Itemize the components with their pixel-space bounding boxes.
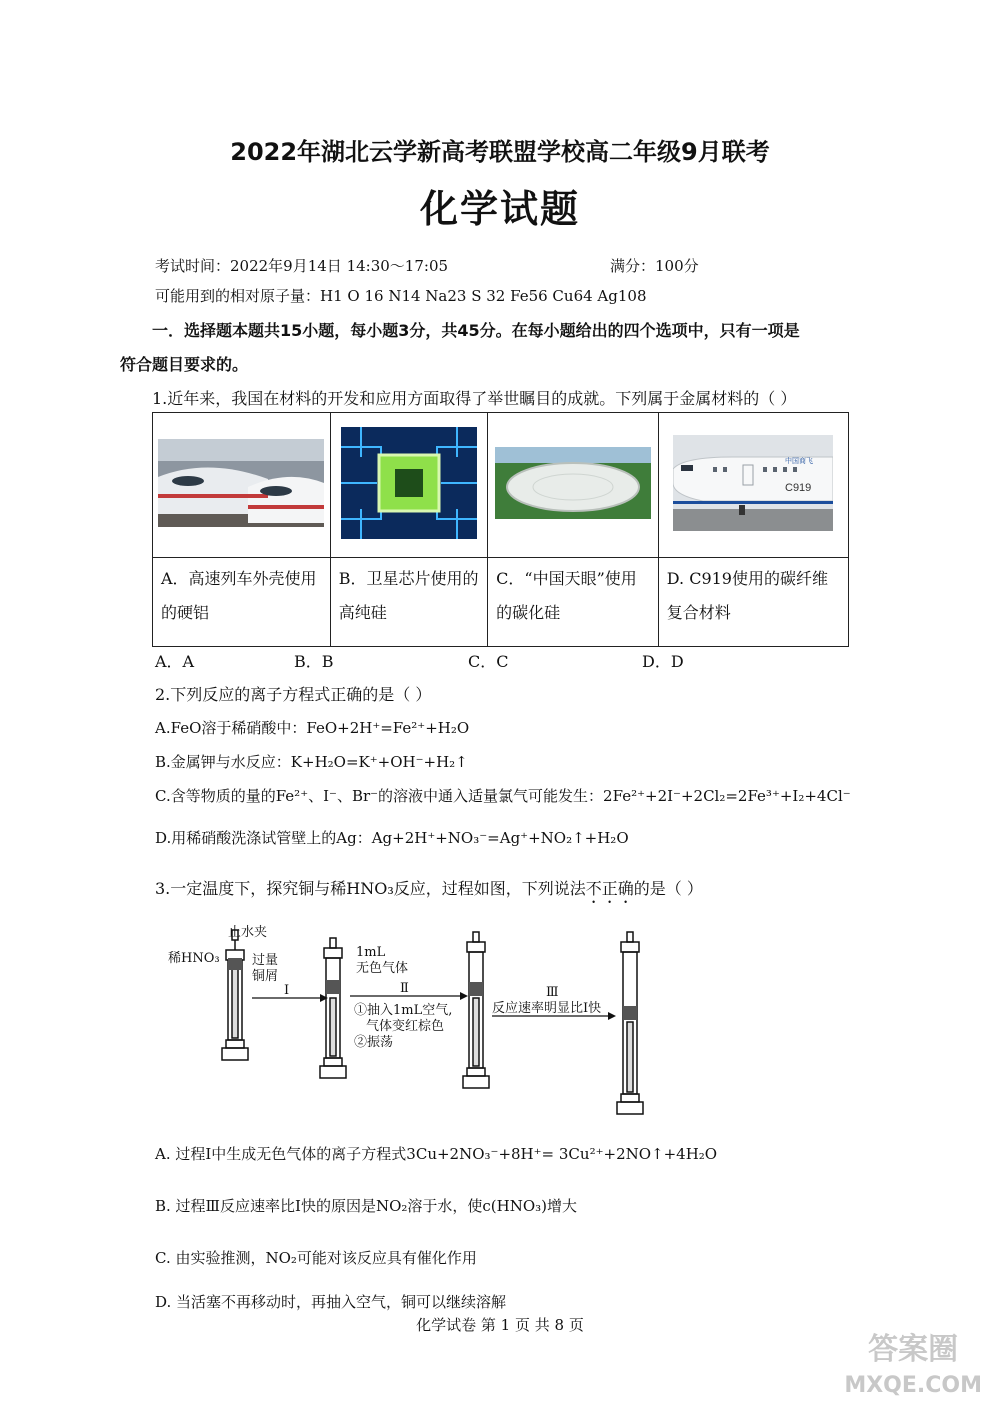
watermark-logo	[844, 1332, 982, 1404]
step-2-note-2: 气体变红棕色	[366, 1019, 445, 1034]
step-2-label: Ⅱ	[400, 981, 409, 996]
high-speed-train-image	[158, 439, 324, 527]
q1-option-c[interactable]: C．C	[468, 652, 509, 671]
exam-title: 2022年湖北云学新高考联盟学校高二年级9月联考	[230, 138, 770, 166]
exam-time: 考试时间：2022年9月14日 14:30～17:05	[155, 257, 449, 275]
q2-option-c[interactable]: C.含等物质的量的Fe²⁺、I⁻、Br⁻的溶液中通入适量氯气可能发生：2Fe²⁺+2I⁻+2Cl₂=2Fe³⁺+I₂+4Cl⁻	[155, 787, 851, 805]
syringe-2	[320, 938, 346, 1078]
cell-train	[153, 413, 331, 558]
gas-volume-label: 1mL	[356, 945, 386, 960]
q2-stem: 2.下列反应的离子方程式正确的是（ ）	[155, 685, 432, 704]
step-2-note-3: ②振荡	[354, 1035, 394, 1050]
step-2-note-1: ①抽入1mL空气,	[354, 1003, 453, 1018]
q2-option-d[interactable]: D.用稀硝酸洗涤试管壁上的Ag：Ag+2H⁺+NO₃⁻=Ag⁺+NO₂↑+H₂O	[155, 829, 629, 847]
copper-label-2: 铜屑	[252, 969, 279, 984]
syringe-3	[463, 932, 489, 1088]
q3-option-d[interactable]: D. 当活塞不再移动时，再抽入空气，铜可以继续溶解	[155, 1293, 507, 1311]
q3-stem	[155, 876, 703, 907]
option-cell-d: D. C919使用的碳纤维复合材料	[658, 558, 848, 647]
section-heading-cont: 符合题目要求的。	[120, 355, 249, 374]
option-cell-b: B．卫星芯片使用的高纯硅	[330, 558, 487, 647]
q2-option-a[interactable]: A.FeO溶于稀硝酸中：FeO+2H⁺=Fe²⁺+H₂O	[155, 719, 470, 737]
cell-chip	[330, 413, 487, 558]
watermark-line-1: 答案圈	[868, 1332, 959, 1367]
section-heading: 一．选择题本题共15小题，每小题3分，共45分。在每小题给出的四个选项中，只有一项是	[152, 321, 800, 340]
subject-title: 化学试题	[419, 187, 580, 231]
cell-aircraft	[658, 413, 848, 558]
c919-label: C919	[785, 482, 812, 494]
syringe-4	[617, 932, 643, 1114]
q1-stem: 1.近年来，我国在材料的开发和应用方面取得了举世瞩目的成就。下列属于金属材料的（ ）	[152, 389, 797, 408]
q1-option-b[interactable]: B．B	[294, 652, 334, 671]
atomic-masses: 可能用到的相对原子量：H1 O 16 N14 Na23 S 32 Fe56 Cu64 Ag108	[155, 287, 647, 305]
page-footer: 化学试卷 第 1 页 共 8 页	[416, 1316, 584, 1334]
q1-material-table	[152, 412, 849, 647]
svg-text:中国商飞: 中国商飞	[785, 458, 814, 465]
syringe-1	[222, 930, 248, 1060]
q3-option-a[interactable]: A. 过程Ⅰ中生成无色气体的离子方程式3Cu+2NO₃⁻+8H⁺= 3Cu²⁺+2NO↑+4H₂O	[155, 1145, 718, 1163]
q1-option-d[interactable]: D．D	[642, 652, 684, 671]
copper-label-1: 过量	[252, 953, 279, 968]
q3-stem-pre: 3.一定温度下，探究铜与稀HNO₃反应，过程如图，下列说法	[155, 879, 586, 898]
q2-option-b[interactable]: B.金属钾与水反应：K+H₂O=K⁺+OH⁻+H₂↑	[155, 753, 468, 771]
step-3-note: 反应速率明显比Ⅰ快	[492, 1001, 602, 1016]
chip-image	[341, 427, 477, 539]
option-cell-a: A．高速列车外壳使用的硬铝	[153, 558, 331, 647]
step-3-label: Ⅲ	[546, 985, 559, 1000]
q3-stem-emphasis: 不正确	[585, 879, 634, 898]
q3-option-c[interactable]: C. 由实验推测，NO₂可能对该反应具有催化作用	[155, 1249, 477, 1267]
q3-experiment-diagram	[160, 918, 680, 1118]
fast-telescope-image	[495, 447, 651, 519]
cell-telescope	[488, 413, 659, 558]
full-score: 满分：100分	[610, 257, 699, 275]
q3-stem-post: 的是（ ）	[633, 879, 703, 898]
q3-option-b[interactable]: B. 过程Ⅲ反应速率比Ⅰ快的原因是NO₂溶于水，使c(HNO₃)增大	[155, 1197, 578, 1215]
q1-option-a[interactable]: A．A	[155, 652, 195, 671]
c919-aircraft-image	[673, 435, 833, 531]
gas-type-label: 无色气体	[356, 961, 409, 976]
acid-label: 稀HNO₃	[168, 951, 220, 966]
option-cell-c: C．“中国天眼”使用的碳化硅	[488, 558, 659, 647]
clamp-label: 止水夹	[228, 925, 268, 940]
step-1-label: Ⅰ	[284, 983, 290, 998]
watermark-line-2: MXQE.COM	[844, 1373, 982, 1398]
